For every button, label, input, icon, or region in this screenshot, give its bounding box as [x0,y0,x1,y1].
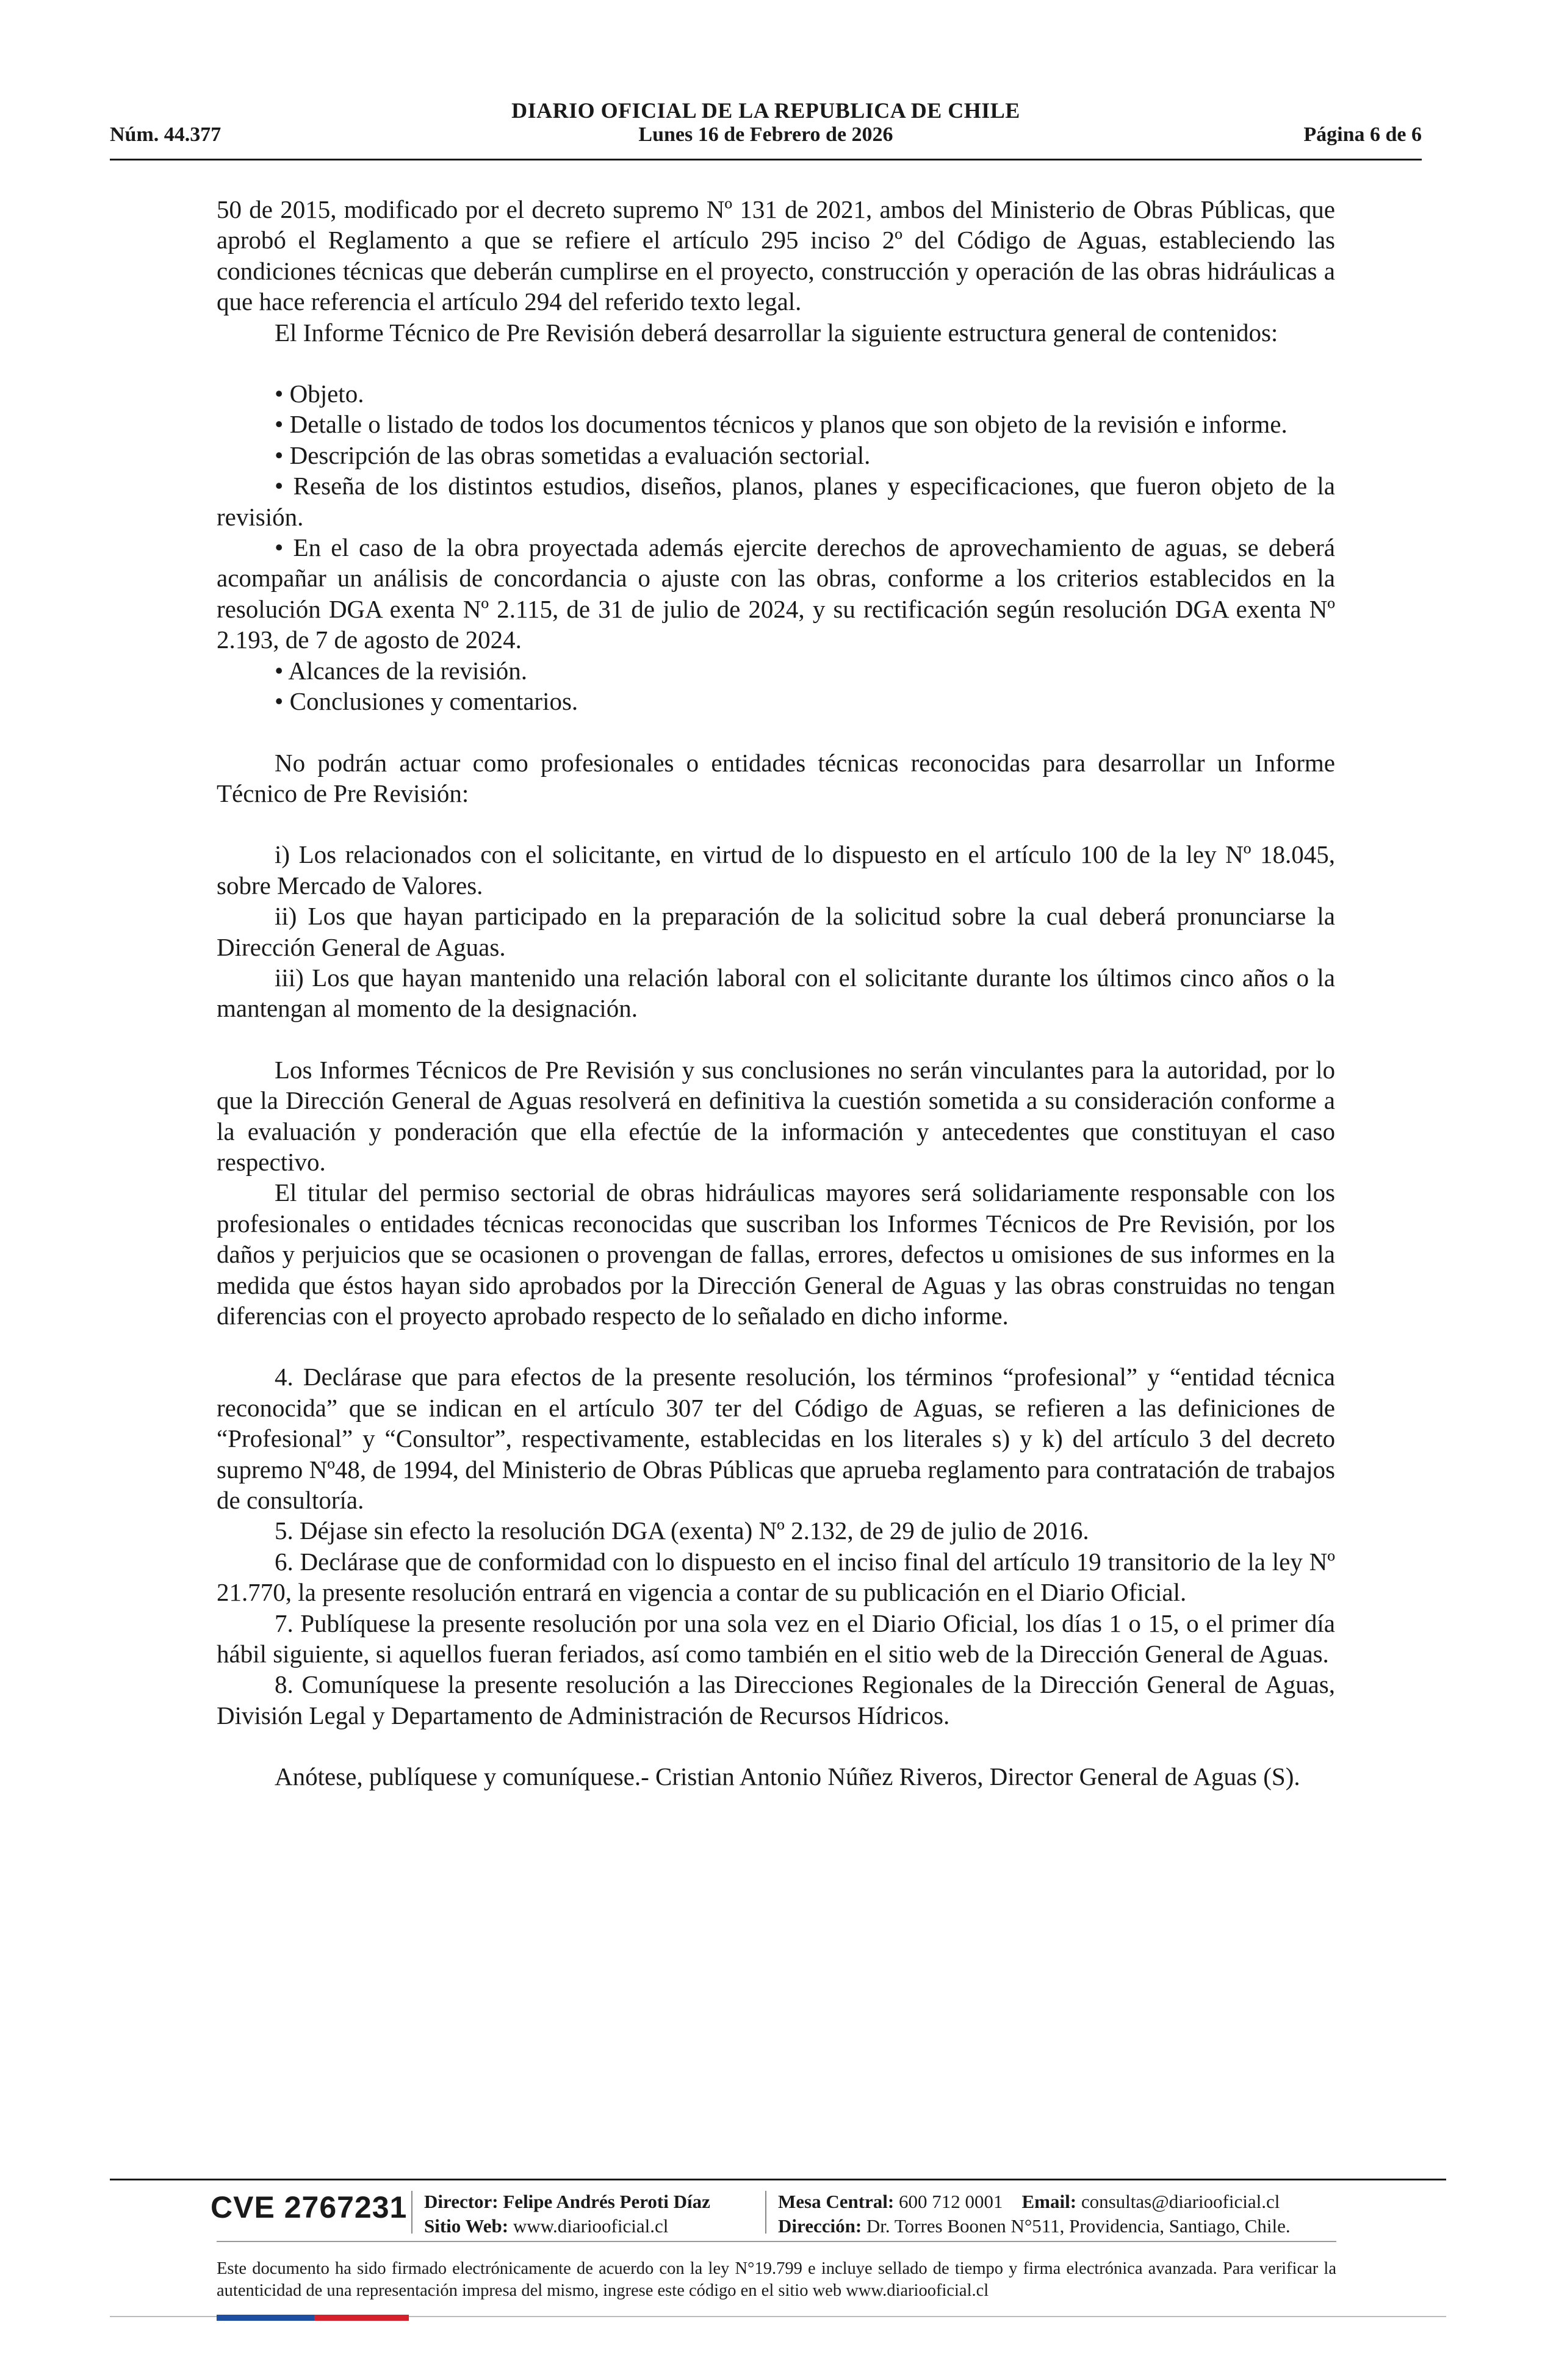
list-item: ii) Los que hayan participado en la preparación de la solicitud sobre la cual deberá pronunciarse la Dirección General de Aguas. [217,902,1335,961]
page-header [110,92,1422,160]
paragraph: 5. Déjase sin efecto la resolución DGA (exenta) Nº 2.132, de 29 de julio de 2016. [275,1516,1089,1545]
phone-number: 600 712 0001 [899,2191,1003,2212]
phone-label: Mesa Central: [778,2191,895,2212]
paragraph: El Informe Técnico de Pre Revisión deberá desarrollar la siguiente estructura general de contenidos: [275,318,1278,347]
paragraph: 7. Publíquese la presente resolución por una sola vez en el Diario Oficial, los días 1 o 15, o el primer día hábil siguiente, si aquellos fueran feriados, así como también en el sitio web de la Dirección General de Aguas. [217,1609,1335,1668]
bullet-item: • Reseña de los distintos estudios, diseños, planos, planes y especificaciones, que fueron objeto de la revisión. [217,472,1335,531]
footer-divider [217,2241,1336,2242]
website-label: Sitio Web: [424,2215,509,2237]
director-name: Felipe Andrés Peroti Díaz [503,2191,710,2212]
document-body [217,194,1335,1792]
bullet-item: • Descripción de las obras sometidas a evaluación sectorial. [275,441,871,469]
website-link[interactable]: www.diariooficial.cl [513,2215,669,2237]
bullet-item: • En el caso de la obra proyectada además ejercite derechos de aprovechamiento de aguas, se deberá acompañar un análisis de concordancia o ajuste con las obras, conforme a los criterios establecidos en la resolución DGA exenta Nº 2.115, de 31 de julio de 2024, y su rectificación según resolución DGA exenta Nº 2.193, de 7 de agosto de 2024. [217,533,1335,654]
issue-number: Núm. 44.377 [110,123,222,146]
paragraph: Los Informes Técnicos de Pre Revisión y sus conclusiones no serán vinculantes para la autoridad, por lo que la Dirección General de Aguas resolverá en definitiva la cuestión sometida a su consideración conforme a la evaluación y ponderación que ella efectúe de la información y antecedentes que constituyan el caso respectivo. [217,1055,1335,1176]
list-item: i) Los relacionados con el solicitante, en virtud de lo dispuesto en el artículo 100 de la ley Nº 18.045, sobre Mercado de Valores. [217,840,1335,900]
footer-separator [765,2191,766,2234]
signature-notice: Este documento ha sido firmado electrónicamente de acuerdo con la ley N°19.799 e incluye sellado de tiempo y firma electrónica avanzada. Para verificar la autenticidad de una representación impresa del mismo, ingrese este código en el sitio web www.diariooficial.cl [217,2259,1336,2300]
issue-date: Lunes 16 de Febrero de 2026 [638,123,893,146]
paragraph: 4. Declárase que para efectos de la presente resolución, los términos “profesional” y “entidad técnica reconocida” que se indican en el artículo 307 ter del Código de Aguas, se refieren a las definiciones de “Profesional” y “Consultor”, respectivamente, establecidas en los literales s) y k) del artículo 3 del decreto supremo Nº48, de 1994, del Ministerio de Obras Públicas que aprueba reglamento para contratación de trabajos de consultoría. [217,1363,1335,1515]
address-label: Dirección: [778,2215,862,2237]
footer-director-block [424,2190,710,2238]
paragraph: 6. Declárase que de conformidad con lo dispuesto en el inciso final del artículo 19 transitorio de la ley Nº 21.770, la presente resolución entrará en vigencia a contar de su publicación en el Diario Oficial. [217,1547,1335,1607]
address-value: Dr. Torres Boonen N°511, Providencia, Santiago, Chile. [866,2215,1291,2237]
email-link[interactable]: consultas@diariooficial.cl [1081,2191,1280,2212]
cve-code: CVE 2767231 [211,2190,408,2224]
list-item: iii) Los que hayan mantenido una relación laboral con el solicitante durante los últimos cinco años o la mantengan al momento de la designación. [217,963,1335,1023]
paragraph: No podrán actuar como profesionales o entidades técnicas reconocidas para desarrollar un Informe Técnico de Pre Revisión: [217,748,1335,807]
signature-paragraph: Anótese, publíquese y comuníquese.- Cristian Antonio Núñez Riveros, Director General de Aguas (S). [275,1762,1300,1791]
footer-separator [411,2191,412,2234]
bullet-item: • Objeto. [275,380,364,408]
director-label: Director: [424,2191,499,2212]
bullet-item: • Detalle o listado de todos los documentos técnicos y planos que son objeto de la revisión e informe. [275,410,1288,439]
flag-stripe-blue [217,2315,314,2321]
paragraph: 8. Comuníquese la presente resolución a las Direcciones Regionales de la Dirección General de Aguas, División Legal y Departamento de Administración de Recursos Hídricos. [217,1670,1335,1729]
footer-divider [110,2179,1446,2180]
bullet-item: • Conclusiones y comentarios. [275,687,578,716]
newspaper-title: DIARIO OFICIAL DE LA REPUBLICA DE CHILE [511,98,1020,123]
paragraph: El titular del permiso sectorial de obras hidráulicas mayores será solidariamente responsable con los profesionales o entidades técnicas reconocidas que suscriban los Informes Técnicos de Pre Revisión, por los daños y perjuicios que se ocasionen o provengan de fallas, errores, defectos u omisiones de sus informes en la medida que éstos hayan sido aprobados por la Dirección General de Aguas y las obras construidas no tengan diferencias con el proyecto aprobado respecto de lo señalado en dicho informe. [217,1178,1335,1330]
bullet-item: • Alcances de la revisión. [275,656,527,685]
page-number: Página 6 de 6 [1303,123,1422,146]
flag-stripe-red [314,2315,409,2321]
paragraph: 50 de 2015, modificado por el decreto supremo Nº 131 de 2021, ambos del Ministerio de Obras Públicas, que aprobó el Reglamento a que se refiere el artículo 295 inciso 2º del Código de Aguas, estableciendo las condiciones técnicas que deberán cumplirse en el proyecto, construcción y operación de las obras hidráulicas a que hace referencia el artículo 294 del referido texto legal. [217,195,1335,316]
email-label: Email: [1021,2191,1077,2212]
footer-contact-block [778,2190,1291,2238]
